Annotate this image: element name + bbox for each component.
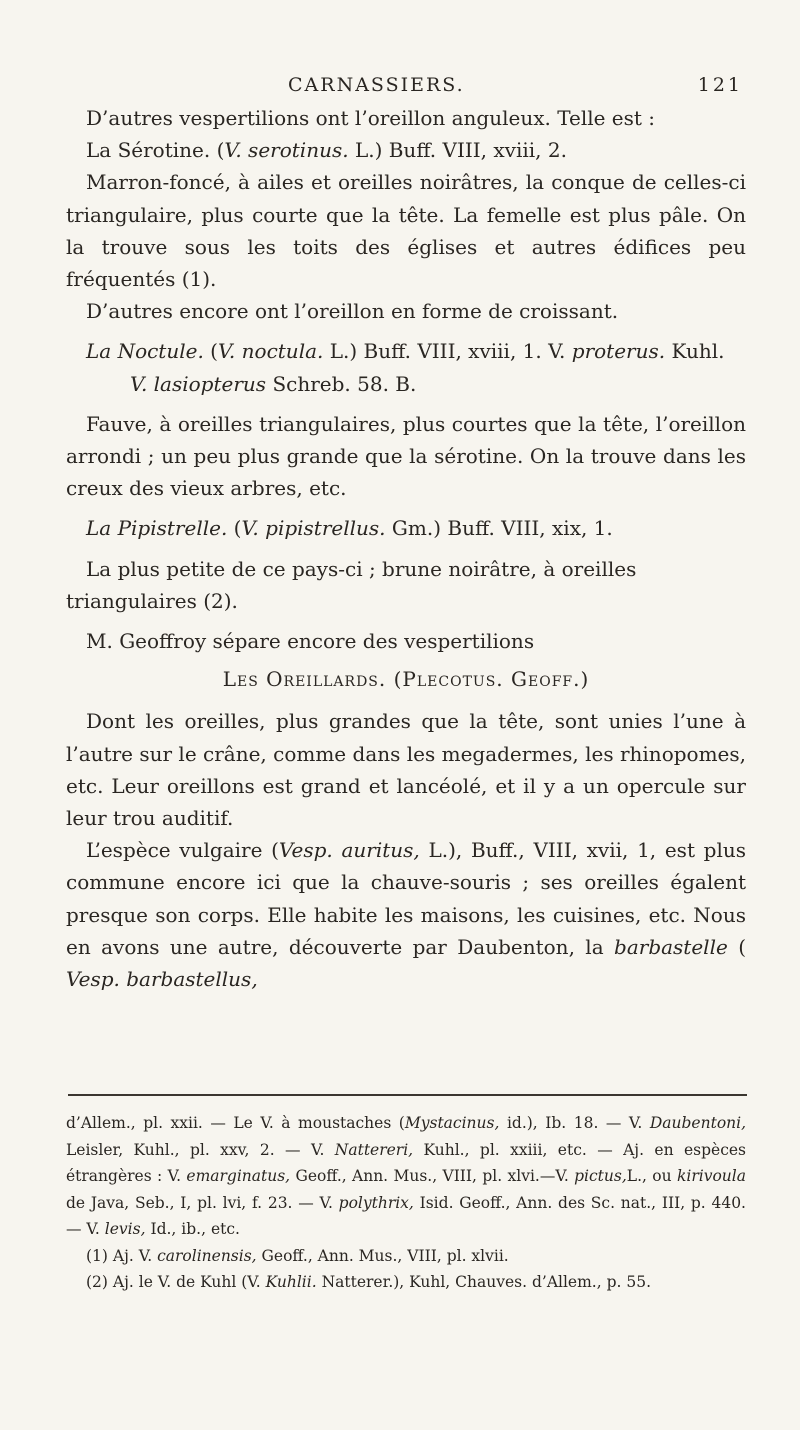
latin-name: V. serotinus. <box>224 138 349 163</box>
paragraph-intro: D’autres vespertilions ont l’oreillon anguleux. Telle est : <box>86 106 656 130</box>
section-heading-oreillards: Les Oreillards. (Plecotus. Geoff.) <box>222 667 590 692</box>
species-name: La Sérotine. <box>86 138 211 163</box>
body-text <box>66 102 746 995</box>
entry-noctule-description: Fauve, à oreilles triangulaires, plus courtes que la tête, l’oreillon arrondi ; un peu plus grande que la sérotine. On la trouve dans les creux des vieux arbres, etc. <box>66 411 746 501</box>
reference: Gm.) Buff. VIII, xix, 1. <box>391 516 613 541</box>
entry-pipistrelle-title: La Pipistrelle. (V. pipistrellus. Gm.) Buff. VIII, xix, 1. <box>86 516 613 541</box>
running-title: CARNASSIERS. <box>288 74 465 96</box>
entry-serotine-title: La Sérotine. (V. serotinus. L.) Buff. VIII, xviii, 2. <box>86 138 567 163</box>
entry-noctule-title: La Noctule. (V. noctula. L.) Buff. VIII, xviii, 1. V. proterus. Kuhl. V. lasiopterus Schreb. 58. B. <box>86 339 725 396</box>
species-name: La Pipistrelle. <box>86 516 228 541</box>
species-name: barbastelle <box>614 934 728 959</box>
latin-name: V. noctula. <box>217 339 324 364</box>
paragraph-oreillards: Dont les oreilles, plus grandes que la tête, sont unies l’une à l’autre sur le crâne, comme dans les megadermes, les rhinopomes, etc. Leur oreillons est grand et lancéolé, et il y a un opercule sur leur trou auditif. <box>66 709 746 831</box>
footnote-rule <box>68 1094 747 1096</box>
footnote-2: (2) Aj. le V. de Kuhl (V. Kuhlii. Natterer.), Kuhl, Chauves. d’Allem., p. 55. <box>86 1273 651 1291</box>
latin-name: Vesp. barbastellus, <box>66 967 258 992</box>
paragraph-croissant: D’autres encore ont l’oreillon en forme de croissant. <box>86 299 619 324</box>
running-head <box>0 74 800 104</box>
latin-name: Vesp. auritus, <box>278 838 420 863</box>
latin-name: V. pipistrellus. <box>241 516 386 541</box>
reference: L.) Buff. VIII, xviii, 2. <box>354 138 567 163</box>
footnotes <box>66 1110 746 1296</box>
paragraph-espece-vulgaire: L’espèce vulgaire (Vesp. auritus, L.), Buff., VIII, xvii, 1, est plus commune encore ici que la chauve-souris ; ses oreilles égalent presque son corps. Elle habite les maisons, les cuisines, etc. Nous en avons une autre, découverte par Daubenton, la barbastelle ( Vesp. barbastellus, <box>66 838 747 992</box>
paragraph-geoffroy: M. Geoffroy sépare encore des vespertilions <box>86 629 535 654</box>
entry-serotine-description: Marron-foncé, à ailes et oreilles noirâtres, la conque de celles-ci triangulaire, plus courte que la tête. La femelle est plus pâle. On la trouve sous les toits des églises et autres édifices peu fréquentés (1). <box>66 170 746 292</box>
footnote-continuation: d’Allem., pl. xxii. — Le V. à moustaches (Mystacinus, id.), Ib. 18. — V. Daubentoni, Leisler, Kuhl., pl. xxv, 2. — V. Nattereri, Kuhl., pl. xxiii, etc. — Aj. en espèces étrangères : V. emarginatus, Geoff., Ann. Mus., VIII, pl. xlvi.—V. pictus,L., ou kirivoula de Java, Seb., I, pl. lvi, f. 23. — V. polythrix, Isid. Geoff., Ann. des Sc. nat., III, p. 440. — V. levis, Id., ib., etc. <box>66 1114 747 1238</box>
species-name: La Noctule. <box>86 339 204 364</box>
footnote-1: (1) Aj. V. carolinensis, Geoff., Ann. Mus., VIII, pl. xlvii. <box>86 1246 509 1265</box>
page-number: 121 <box>697 74 743 96</box>
entry-pipistrelle-description: La plus petite de ce pays-ci ; brune noirâtre, à oreilles triangulaires (2). <box>66 556 637 613</box>
